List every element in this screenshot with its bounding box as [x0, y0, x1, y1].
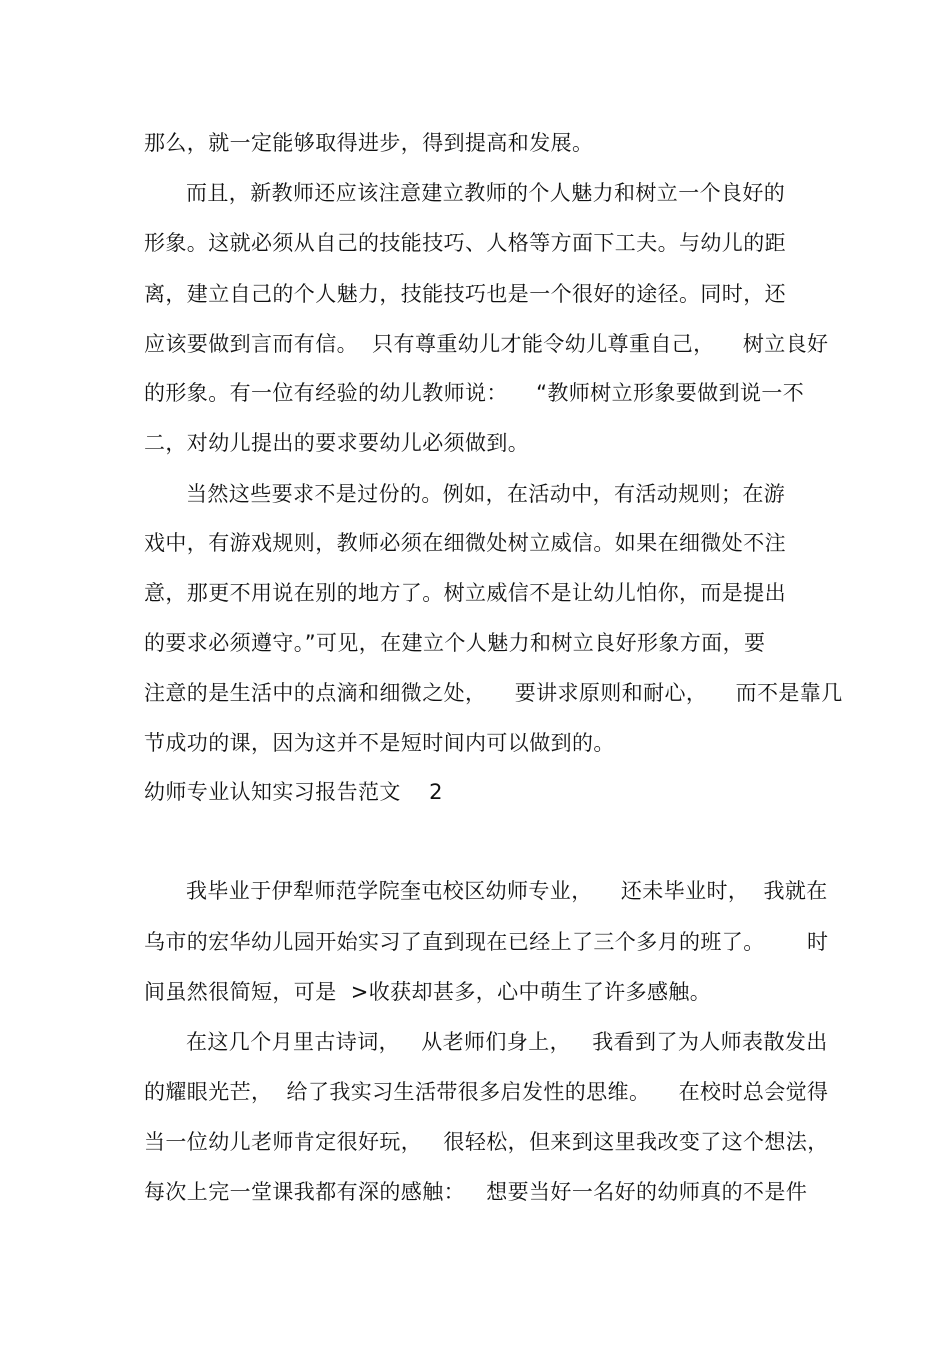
paragraph-line: 的形象。有一位有经验的幼儿教师说： “教师树立形象要做到说一不: [144, 381, 805, 405]
paragraph-line: 而且，新教师还应该注意建立教师的个人魅力和树立一个良好的: [186, 181, 786, 205]
paragraph-line: 当一位幼儿老师肯定很好玩， 很轻松，但来到这里我改变了这个想法，: [144, 1130, 829, 1154]
section-heading: 幼师专业认知实习报告范文 2: [144, 780, 443, 804]
paragraph-line: 每次上完一堂课我都有深的感触： 想要当好一名好的幼师真的不是件: [144, 1180, 808, 1204]
paragraph-line: 那么，就一定能够取得进步，得到提高和发展。: [144, 131, 594, 155]
paragraph-line: 注意的是生活中的点滴和细微之处， 要讲求原则和耐心， 而不是靠几: [144, 681, 843, 705]
paragraph-line: 在这几个月里古诗词， 从老师们身上， 我看到了为人师表散发出: [186, 1030, 828, 1054]
paragraph-line: 的要求必须遵守。”可见，在建立个人魅力和树立良好形象方面，要: [144, 631, 766, 655]
paragraph-line: 节成功的课，因为这并不是短时间内可以做到的。: [144, 731, 615, 755]
paragraph-line: 形象。这就必须从自己的技能技巧、人格等方面下工夫。与幼儿的距: [144, 231, 786, 255]
paragraph-line: 戏中，有游戏规则，教师必须在细微处树立威信。如果在细微处不注: [144, 531, 786, 555]
paragraph-line: 离，建立自己的个人魅力，技能技巧也是一个很好的途径。同时，还: [144, 282, 786, 306]
paragraph-line: 意，那更不用说在别的地方了。树立威信不是让幼儿怕你，而是提出: [144, 581, 786, 605]
paragraph-line: 的耀眼光芒， 给了我实习生活带很多启发性的思维。 在校时总会觉得: [144, 1080, 829, 1104]
paragraph-line: 间虽然很简短，可是 >收获却甚多，心中萌生了许多感触。: [144, 980, 712, 1004]
paragraph-line: 我毕业于伊犁师范学院奎屯校区幼师专业， 还未毕业时， 我就在: [186, 879, 828, 903]
paragraph-line: 应该要做到言而有信。 只有尊重幼儿才能令幼儿尊重自己， 树立良好: [144, 332, 829, 356]
paragraph-line: 二，对幼儿提出的要求要幼儿必须做到。: [144, 431, 530, 455]
paragraph-line: 当然这些要求不是过份的。例如，在活动中，有活动规则；在游: [186, 482, 786, 506]
paragraph-line: 乌市的宏华幼儿园开始实习了直到现在已经上了三个多月的班了。 时: [144, 930, 829, 954]
